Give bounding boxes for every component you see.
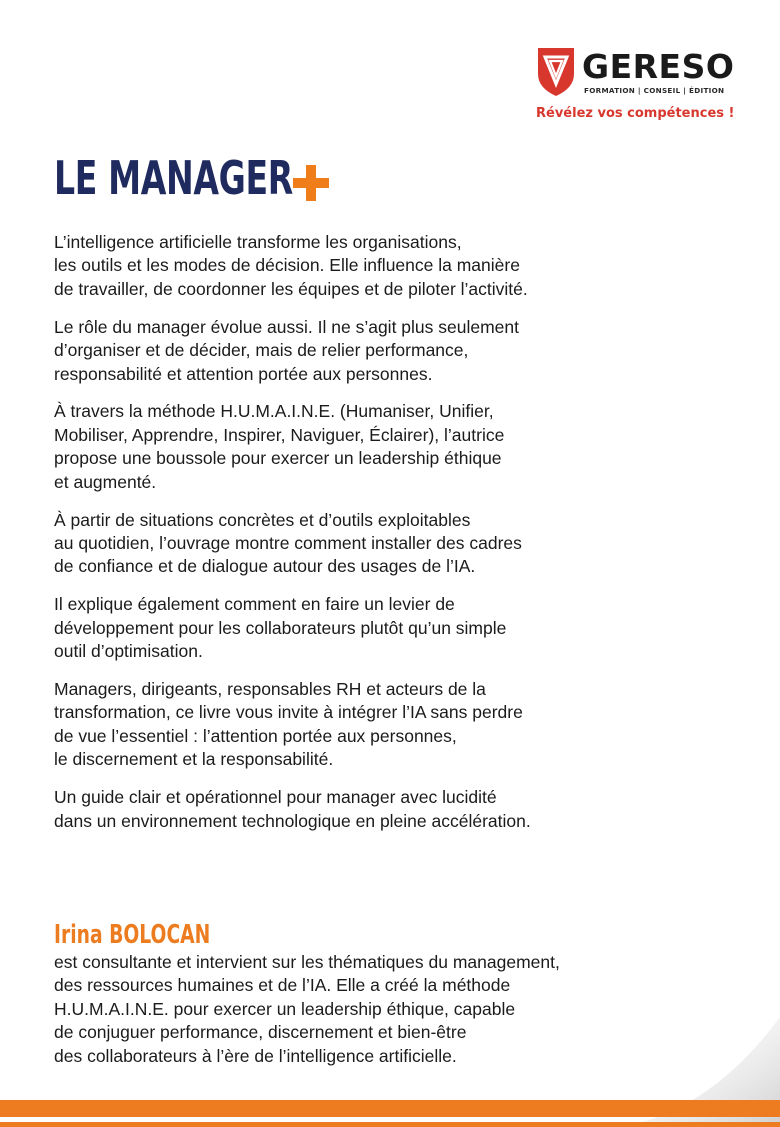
back-cover-description — [54, 231, 614, 847]
paragraph-line: au quotidien, l’ouvrage montre comment installer des cadres — [54, 532, 522, 553]
description-paragraph — [54, 593, 614, 663]
description-paragraph — [54, 678, 614, 772]
paragraph-line: les outils et les modes de décision. Elle influence la manière — [54, 255, 520, 276]
footer-orange-band — [0, 1100, 780, 1117]
description-paragraph — [54, 400, 614, 494]
paragraph-line: et augmenté. — [54, 471, 157, 492]
paragraph-line: propose une boussole pour exercer un leadership éthique — [54, 448, 502, 469]
author-bio-line: H.U.M.A.I.N.E. pour exercer un leadership éthique, capable — [54, 998, 516, 1019]
paragraph-line: responsabilité et attention portée aux personnes. — [54, 363, 433, 384]
footer-orange-line — [0, 1122, 780, 1127]
publisher-subtitle: FORMATION | CONSEIL | ÉDITION — [584, 86, 725, 95]
series-title: LE MANAGER — [54, 151, 293, 205]
plus-icon — [293, 165, 329, 201]
paragraph-line: Il explique également comment en faire un levier de — [54, 594, 455, 615]
description-paragraph — [54, 509, 614, 579]
paragraph-line: Le rôle du manager évolue aussi. Il ne s’agit plus seulement — [54, 316, 519, 337]
author-bio — [54, 951, 654, 1068]
paragraph-line: Managers, dirigeants, responsables RH et acteurs de la — [54, 679, 486, 699]
paragraph-line: Mobiliser, Apprendre, Inspirer, Naviguer, Éclairer), l’autrice — [54, 424, 505, 445]
paragraph-line: transformation, ce livre vous invite à intégrer l’IA sans perdre — [54, 702, 523, 723]
publisher-logo — [534, 44, 750, 128]
paragraph-line: de confiance et de dialogue autour des usages de l’IA. — [54, 556, 476, 577]
paragraph-line: d’organiser et de décider, mais de relier performance, — [54, 340, 469, 361]
author-name: Irina BOLOCAN — [54, 920, 211, 950]
paragraph-line: Un guide clair et opérationnel pour manager avec lucidité — [54, 787, 497, 808]
paragraph-line: À partir de situations concrètes et d’outils exploitables — [54, 509, 471, 530]
author-bio-line: de conjuguer performance, discernement et bien-être — [54, 1022, 467, 1043]
paragraph-line: le discernement et la responsabilité. — [54, 749, 334, 770]
paragraph-line: L’intelligence artificielle transforme les organisations, — [54, 232, 462, 252]
paragraph-line: À travers la méthode H.U.M.A.I.N.E. (Humaniser, Unifier, — [54, 401, 494, 422]
author-bio-line: des ressources humaines et de l’IA. Elle a créé la méthode — [54, 975, 511, 996]
paragraph-line: de travailler, de coordonner les équipes et de piloter l’activité. — [54, 278, 528, 299]
description-paragraph — [54, 316, 614, 386]
shield-logo-icon — [534, 44, 578, 98]
author-bio-line: est consultante et intervient sur les thématiques du management, — [54, 952, 560, 972]
author-bio-line: des collaborateurs à l’ère de l’intelligence artificielle. — [54, 1045, 457, 1066]
paragraph-line: dans un environnement technologique en pleine accélération. — [54, 810, 531, 831]
publisher-name: GERESO — [582, 47, 735, 86]
series-heading — [54, 148, 386, 208]
publisher-tagline: Révélez vos compétences ! — [536, 106, 735, 121]
description-paragraph — [54, 786, 614, 833]
paragraph-line: outil d’optimisation. — [54, 641, 203, 662]
paragraph-line: développement pour les collaborateurs plutôt qu’un simple — [54, 617, 507, 638]
paragraph-line: de vue l’essentiel : l’attention portée aux personnes, — [54, 725, 457, 746]
description-paragraph — [54, 231, 614, 301]
